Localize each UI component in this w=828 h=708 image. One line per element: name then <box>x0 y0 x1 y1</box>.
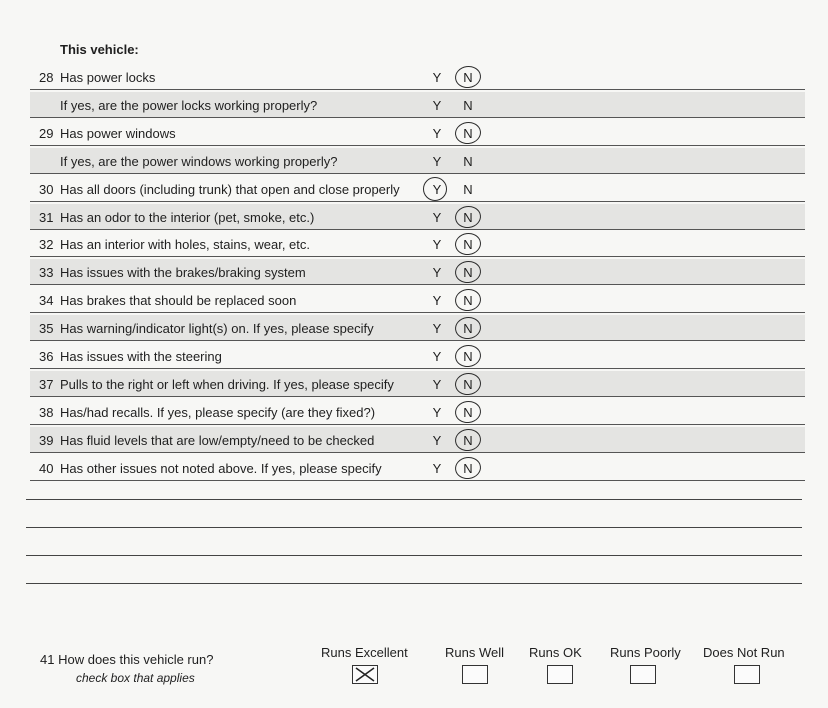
row-underline <box>30 368 805 369</box>
answer-no-label: N <box>463 321 473 337</box>
answer-no-label: N <box>463 97 473 113</box>
option-label-runs-poorly: Runs Poorly <box>610 645 681 660</box>
answer-yes-label: Y <box>432 376 442 392</box>
question-row-37 <box>30 371 805 397</box>
question-row-36 <box>30 343 805 369</box>
question-text: Has/had recalls. If yes, please specify (are they fixed?) <box>60 404 376 420</box>
hand-drawn-circle-mark <box>454 204 483 229</box>
answer-yes[interactable] <box>431 265 443 280</box>
answer-yes-label: Y <box>432 265 442 281</box>
question-row-30 <box>30 176 805 202</box>
answer-yes[interactable] <box>431 461 443 476</box>
checkbox-runs-poorly[interactable] <box>630 665 656 684</box>
question-number: 32 <box>39 237 54 253</box>
question-row-34 <box>30 287 805 313</box>
hand-drawn-circle-mark <box>454 232 483 257</box>
question-row-33 <box>30 259 805 285</box>
question-number: 31 <box>39 209 54 225</box>
row-underline <box>30 340 805 341</box>
question-text: Has power locks <box>60 70 156 85</box>
checkbox-runs-excellent[interactable] <box>352 665 378 684</box>
question-row-28 <box>30 64 805 90</box>
answer-no-label: N <box>463 432 473 448</box>
answer-no[interactable] <box>462 237 474 252</box>
answer-no-label: N <box>463 70 473 85</box>
hand-drawn-circle-mark <box>454 371 483 396</box>
hand-drawn-circle-mark <box>454 343 483 368</box>
hand-drawn-circle-mark <box>454 455 483 480</box>
row-underline <box>30 452 805 453</box>
question-row-29 <box>30 120 805 146</box>
checkbox-runs-ok[interactable] <box>547 665 573 684</box>
question-text: How does this vehicle run? <box>58 652 214 667</box>
answer-yes[interactable] <box>431 377 443 392</box>
question-text: Has issues with the brakes/braking system <box>60 265 306 281</box>
answer-no[interactable] <box>462 98 474 113</box>
question-followup-row <box>30 148 805 174</box>
answer-no[interactable] <box>462 154 474 169</box>
row-underline <box>30 89 805 90</box>
row-underline <box>30 145 805 146</box>
answer-no[interactable] <box>462 70 474 85</box>
answer-no-label: N <box>463 181 473 197</box>
answer-no[interactable] <box>462 126 474 141</box>
answer-yes-label: Y <box>432 432 442 448</box>
question-text: Has fluid levels that are low/empty/need to be checked <box>60 432 375 448</box>
question-number: 40 <box>39 460 54 476</box>
question-text: Has all doors (including trunk) that open and close properly <box>60 181 400 197</box>
question-text: Has power windows <box>60 125 176 141</box>
row-underline <box>30 312 805 313</box>
question-text: Has warning/indicator light(s) on. If yes, please specify <box>60 321 374 337</box>
answer-yes[interactable] <box>431 321 443 336</box>
answer-yes-label: Y <box>432 237 442 253</box>
answer-yes[interactable] <box>431 210 443 225</box>
hand-drawn-circle-mark <box>423 177 447 201</box>
answer-no[interactable] <box>462 293 474 308</box>
answer-no[interactable] <box>462 210 474 225</box>
option-label-runs-excellent: Runs Excellent <box>321 645 408 660</box>
answer-no-label: N <box>463 237 473 253</box>
blank-write-line <box>26 499 802 500</box>
answer-yes-label: Y <box>432 460 442 476</box>
row-underline <box>30 256 805 257</box>
question-row-39 <box>30 427 805 453</box>
question-number: 38 <box>39 404 54 420</box>
answer-no-label: N <box>463 349 473 364</box>
hand-drawn-circle-mark <box>454 315 483 340</box>
row-underline <box>30 201 805 202</box>
question-number: 35 <box>39 321 54 337</box>
answer-yes[interactable] <box>431 433 443 448</box>
question-number: 37 <box>39 376 54 392</box>
answer-no[interactable] <box>462 349 474 364</box>
row-underline <box>30 396 805 397</box>
answer-yes[interactable] <box>431 237 443 252</box>
answer-no[interactable] <box>462 265 474 280</box>
row-underline <box>30 229 805 230</box>
answer-yes[interactable] <box>431 98 443 113</box>
checkbox-runs-well[interactable] <box>462 665 488 684</box>
answer-yes[interactable] <box>431 126 443 141</box>
question-number: 29 <box>39 125 54 141</box>
hand-drawn-circle-mark <box>454 399 483 424</box>
answer-yes[interactable] <box>431 349 443 364</box>
question-followup-row <box>30 92 805 118</box>
answer-no-label: N <box>463 125 473 141</box>
question-text: Has an interior with holes, stains, wear, etc. <box>60 237 311 253</box>
row-underline <box>30 173 805 174</box>
answer-no-label: N <box>463 209 473 225</box>
answer-yes[interactable] <box>431 154 443 169</box>
answer-yes[interactable] <box>431 70 443 85</box>
hand-drawn-circle-mark <box>454 287 483 312</box>
question-text: Has issues with the steering <box>60 349 222 364</box>
answer-yes[interactable] <box>431 293 443 308</box>
question-text: Has brakes that should be replaced soon <box>60 293 297 309</box>
row-underline <box>30 424 805 425</box>
row-underline <box>30 117 805 118</box>
hand-drawn-circle-mark <box>454 120 483 145</box>
answer-no[interactable] <box>462 377 474 392</box>
answer-no[interactable] <box>462 182 474 197</box>
question-number: 33 <box>39 265 54 281</box>
answer-yes-label: Y <box>432 293 442 309</box>
answer-yes-label: Y <box>432 349 442 364</box>
question-number: 34 <box>39 293 54 309</box>
checkbox-does-not-run[interactable] <box>734 665 760 684</box>
question-number: 28 <box>39 70 54 85</box>
question-number: 39 <box>39 432 54 448</box>
answer-no[interactable] <box>462 461 474 476</box>
answer-no-label: N <box>463 460 473 476</box>
question-row-32 <box>30 231 805 257</box>
question-number: 36 <box>39 349 54 364</box>
blank-write-line <box>26 583 802 584</box>
answer-yes-label: Y <box>432 321 442 337</box>
answer-no-label: N <box>463 265 473 281</box>
row-underline <box>30 284 805 285</box>
question-text: If yes, are the power windows working properly? <box>60 153 338 169</box>
question-row-31 <box>30 204 805 230</box>
answer-yes-label: Y <box>432 125 442 141</box>
question-text: If yes, are the power locks working properly? <box>60 97 318 113</box>
answer-yes-label: Y <box>432 404 442 420</box>
question-number: 30 <box>39 181 54 197</box>
question-text: Pulls to the right or left when driving. If yes, please specify <box>60 376 394 392</box>
hand-drawn-circle-mark <box>454 260 483 285</box>
blank-write-line <box>26 527 802 528</box>
answer-yes-label: Y <box>432 181 442 197</box>
answer-no-label: N <box>463 404 473 420</box>
answer-yes-label: Y <box>432 97 442 113</box>
answer-no[interactable] <box>462 321 474 336</box>
answer-yes-label: Y <box>432 209 442 225</box>
row-underline <box>30 480 805 481</box>
answer-no[interactable] <box>462 405 474 420</box>
question-number: 41 <box>40 652 55 667</box>
blank-write-line <box>26 555 802 556</box>
question-41 <box>40 652 213 667</box>
question-text: Has an odor to the interior (pet, smoke, etc.) <box>60 209 315 225</box>
hand-drawn-circle-mark <box>454 427 483 452</box>
question-row-38 <box>30 399 805 425</box>
answer-yes-label: Y <box>432 70 442 85</box>
option-label-runs-ok: Runs OK <box>529 645 582 660</box>
question-text: Has other issues not noted above. If yes, please specify <box>60 460 382 476</box>
answer-no-label: N <box>463 293 473 309</box>
answer-no-label: N <box>463 153 473 169</box>
question-41-note: check box that applies <box>76 671 195 685</box>
question-row-40 <box>30 455 805 481</box>
hand-drawn-circle-mark <box>454 64 483 89</box>
answer-yes[interactable] <box>431 182 443 197</box>
x-check-mark <box>353 666 377 683</box>
answer-yes-label: Y <box>432 153 442 169</box>
question-row-35 <box>30 315 805 341</box>
section-heading: This vehicle: <box>60 42 139 57</box>
option-label-runs-well: Runs Well <box>445 645 505 660</box>
answer-no[interactable] <box>462 433 474 448</box>
option-label-does-not-run: Does Not Run <box>703 645 785 660</box>
answer-no-label: N <box>463 376 473 392</box>
answer-yes[interactable] <box>431 405 443 420</box>
